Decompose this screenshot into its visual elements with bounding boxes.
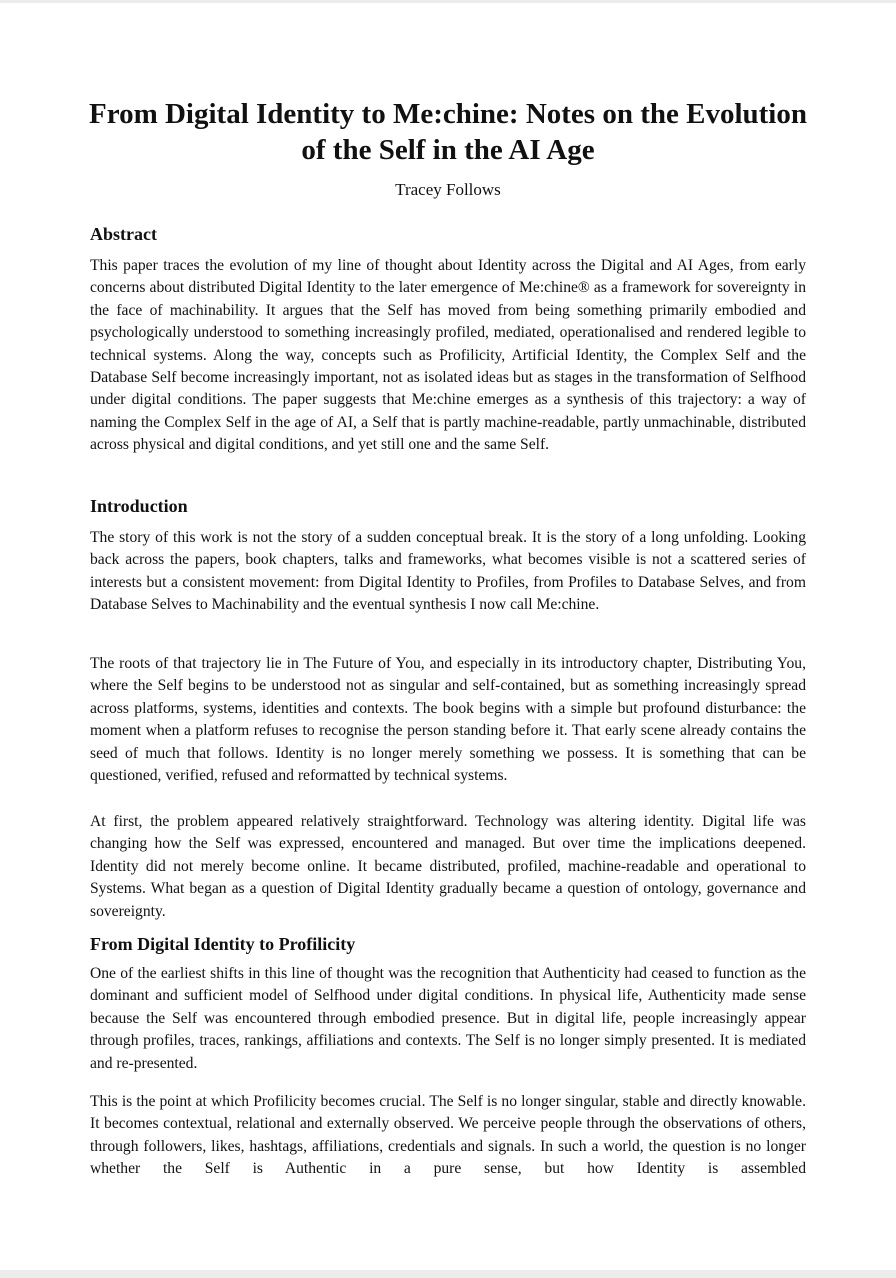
viewer-top-edge [0, 0, 896, 3]
viewer-bottom-edge [0, 1270, 896, 1278]
paper-title: From Digital Identity to Me:chine: Notes on the Evolution of the Self in the AI Age [89, 98, 807, 166]
body-paragraph: The roots of that trajectory lie in The Future of You, and especially in its introductory chapter, Distributing You, where the Self begins to be understood not as singular and self-contained, but as something increasingly spread across platforms, systems, identities and contexts. The book begins with a simple but profound disturbance: the moment when a platform refuses to recognise the person standing before it. That early scene already contains the seed of much that follows. Identity is no longer merely something we possess. It is something that can be questioned, verified, refused and reformatted by technical systems. [90, 655, 806, 785]
section-heading-profilicity: From Digital Identity to Profilicity [90, 934, 356, 954]
body-paragraph: At first, the problem appeared relatively straightforward. Technology was altering identity. Digital life was changing how the Self was expressed, encountered and managed. But over time the implications deepened. Identity did not merely become online. It became distributed, profiled, machine-readable and operational to Systems. What began as a question of Digital Identity gradually became a question of ontology, governance and sovereignty. [90, 813, 806, 920]
abstract-paragraph: This paper traces the evolution of my line of thought about Identity across the Digital and AI Ages, from early concerns about distributed Digital Identity to the later emergence of Me:chine® as a framework for sovereignty in the face of machinability. It argues that the Self has moved from being something primarily embodied and psychologically understood to something increasingly profiled, mediated, operationalised and rendered legible to technical systems. Along the way, concepts such as Profilicity, Artificial Identity, the Complex Self and the Database Self become increasingly important, not as isolated ideas but as stages in the transformation of Selfhood under digital conditions. The paper suggests that Me:chine emerges as a synthesis of this trajectory: a way of naming the Complex Self in the age of AI, a Self that is partly machine-readable, partly unmachinable, distributed across physical and digital conditions, and yet still one and the same Self. [90, 257, 806, 454]
section-heading-introduction: Introduction [90, 496, 188, 516]
section-heading-abstract: Abstract [90, 224, 157, 244]
author-name: Tracey Follows [395, 180, 501, 199]
body-paragraph: This is the point at which Profilicity becomes crucial. The Self is no longer singular, stable and directly knowable. It becomes contextual, relational and externally observed. We perceive people through the observations of others, through followers, likes, hashtags, affiliations, credentials and signals. In such a world, the question is no longer whether the Self is Authentic in a pure sense, but how Identity is assembled [90, 1093, 806, 1178]
body-paragraph: One of the earliest shifts in this line of thought was the recognition that Authenticity had ceased to function as the dominant and sufficient model of Selfhood under digital conditions. In physical life, Authenticity made sense because the Self was encountered through embodied presence. But in digital life, people increasingly appear through profiles, traces, rankings, affiliations and contexts. The Self is no longer simply presented. It is mediated and re-presented. [90, 965, 806, 1072]
body-paragraph: The story of this work is not the story of a sudden conceptual break. It is the story of a long unfolding. Looking back across the papers, book chapters, talks and frameworks, what becomes visible is not a scattered series of interests but a consistent movement: from Digital Identity to Profiles, from Profiles to Database Selves, and from Database Selves to Machinability and the eventual synthesis I now call Me:chine. [90, 529, 806, 614]
